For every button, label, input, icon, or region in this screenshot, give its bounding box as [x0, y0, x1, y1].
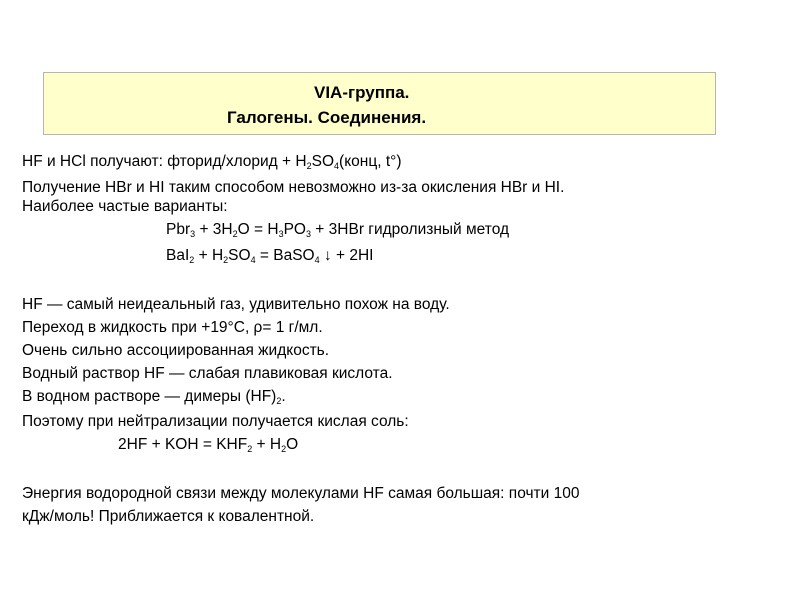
text-line-10: В водном растворе — димеры $(HF)_2$. — [22, 388, 286, 406]
text-line-14: кДж/моль! Приближается к ковалентной. — [22, 508, 315, 525]
text-line-7: Переход в жидкость при +19°С, ρ= 1 г/мл. — [22, 319, 323, 336]
text-line-11: Поэтому при нейтрализации получается кислая соль: — [22, 413, 409, 430]
text-line-2: Получение HBr и HI таким способом невозможно из-за окисления HBr и HI. — [22, 179, 565, 196]
text-line-3: Наиболее частые варианты: — [22, 198, 228, 215]
title-line-1: VIA-группа. — [314, 83, 410, 102]
text-line-13: Энергия водородной связи между молекулами HF самая большая: почти 100 — [22, 485, 580, 502]
text-line-9: Водный раствор HF — слабая плавиковая кислота. — [22, 365, 393, 382]
text-line-6: HF — самый неидеальный газ, удивительно похож на воду. — [22, 296, 450, 313]
equation-line-3: 2HF + KOH = $KHF_2 + H_2O$ — [118, 436, 299, 454]
equation-line-1: $Pbr_3 + 3H_2O = H_3PO_3 + 3HBr$ гидролизный метод — [166, 221, 510, 239]
title-box — [43, 72, 716, 135]
equation-line-2: $BaI_2 + H_2SO_4$ = BaSO$_4$ ↓ + 2HI — [166, 247, 374, 265]
title-line-2: Галогены. Соединения. — [227, 108, 427, 127]
text-line-1: HF и HCl получают: фторид/хлорид + $H_2SO_4(конц$, t°) — [22, 153, 402, 171]
text-line-8: Очень сильно ассоциированная жидкость. — [22, 342, 330, 359]
